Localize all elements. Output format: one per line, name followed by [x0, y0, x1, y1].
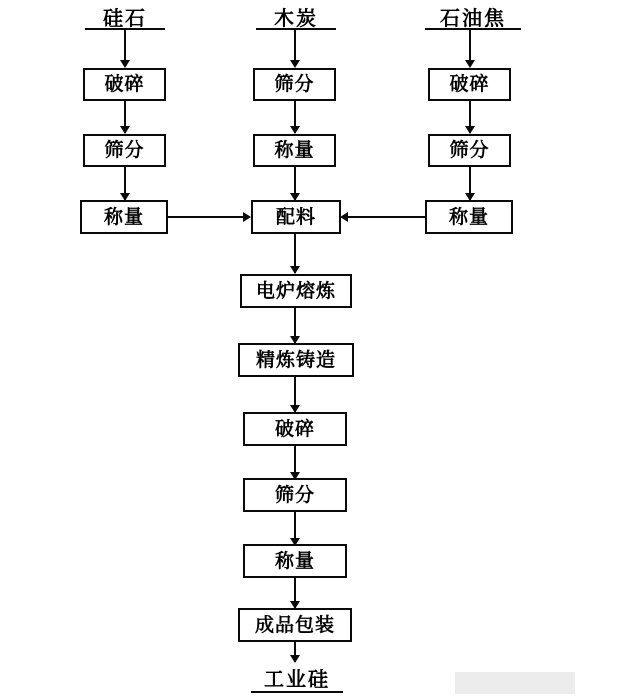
- node-charcoal-weigh: 称量: [253, 134, 336, 167]
- watermark-block: [455, 672, 575, 694]
- node-main-crush: 破碎: [243, 412, 347, 446]
- node-finished-packaging: 成品包装: [238, 608, 352, 642]
- arrow-charcoal-header-to-step1: [290, 60, 300, 68]
- node-charcoal-screen: 筛分: [253, 68, 336, 101]
- node-electric-furnace-smelting: 电炉熔炼: [240, 274, 352, 308]
- connector-silica-to-batching: [168, 216, 246, 218]
- arrow-charcoal-step1-to-step2: [290, 126, 300, 134]
- node-main-screen: 筛分: [243, 478, 347, 512]
- arrow-coke-to-batching: [340, 212, 348, 222]
- node-silica-crush: 破碎: [83, 68, 166, 101]
- node-coke-screen: 筛分: [428, 134, 511, 167]
- node-silica-weigh: 称量: [80, 200, 168, 234]
- arrow-packaging-to-product: [290, 655, 300, 663]
- final-product-label: 工业硅: [251, 663, 343, 693]
- node-batching: 配料: [251, 200, 341, 234]
- node-coke-weigh: 称量: [425, 200, 513, 234]
- column-header-petroleum-coke: 石油焦: [425, 2, 521, 30]
- arrow-batching-to-smelting: [290, 266, 300, 274]
- arrow-silica-to-batching: [243, 212, 251, 222]
- node-main-weigh: 称量: [243, 544, 347, 578]
- arrow-silica-step1-to-step2: [120, 126, 130, 134]
- column-header-silica: 硅石: [85, 2, 165, 30]
- node-coke-crush: 破碎: [428, 68, 511, 101]
- connector-coke-to-batching: [344, 216, 425, 218]
- arrow-coke-step1-to-step2: [465, 126, 475, 134]
- node-silica-screen: 筛分: [83, 134, 166, 167]
- column-header-charcoal: 木炭: [256, 2, 336, 30]
- node-refining-casting: 精炼铸造: [238, 343, 354, 377]
- arrow-coke-header-to-step1: [465, 60, 475, 68]
- arrow-silica-header-to-step1: [120, 60, 130, 68]
